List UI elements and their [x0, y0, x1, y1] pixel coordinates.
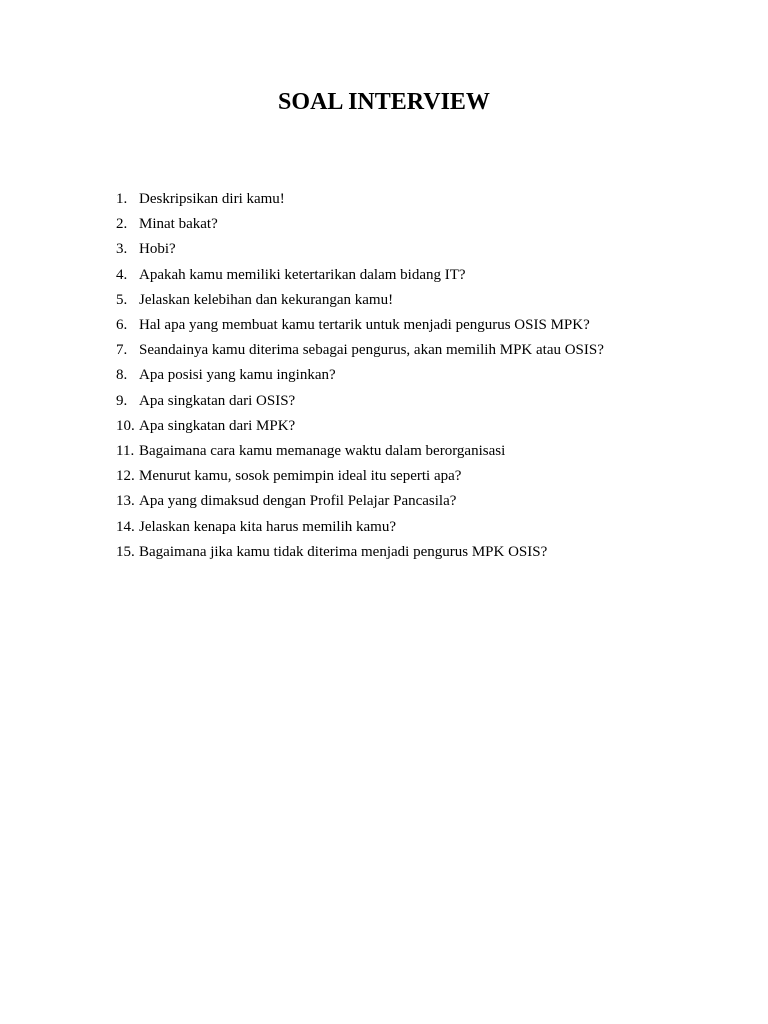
question-text: Apa posisi yang kamu inginkan? — [139, 367, 336, 384]
question-text: Jelaskan kelebihan dan kekurangan kamu! — [139, 291, 394, 308]
question-number: 8. — [116, 367, 128, 384]
question-number: 1. — [116, 191, 128, 207]
question-item — [116, 515, 604, 540]
question-item — [116, 414, 604, 439]
question-text: Minat bakat? — [139, 216, 218, 233]
question-text: Seandainya kamu diterima sebagai pengurus, akan memilih MPK atau OSIS? — [139, 342, 604, 359]
question-text: Jelaskan kenapa kita harus memilih kamu? — [139, 518, 396, 535]
question-item — [116, 439, 604, 464]
question-item — [116, 389, 604, 414]
question-number: 4. — [116, 266, 128, 283]
document-title: SOAL INTERVIEW — [278, 89, 490, 115]
question-number: 12. — [116, 468, 135, 485]
question-number: 7. — [116, 342, 128, 359]
question-text: Deskripsikan diri kamu! — [139, 191, 285, 207]
question-text: Apa singkatan dari MPK? — [139, 417, 296, 434]
question-number: 10. — [116, 417, 135, 434]
question-item — [116, 237, 604, 262]
question-item — [116, 464, 604, 489]
question-text: Apa singkatan dari OSIS? — [139, 392, 296, 409]
question-item — [116, 540, 604, 565]
question-number: 3. — [116, 241, 128, 258]
question-text: Hal apa yang membuat kamu tertarik untuk menjadi pengurus OSIS MPK? — [139, 317, 590, 334]
question-item — [116, 288, 604, 313]
question-number: 15. — [116, 543, 135, 560]
question-text: Hobi? — [139, 241, 176, 258]
question-number: 2. — [116, 216, 128, 233]
question-text: Bagaimana cara kamu memanage waktu dalam berorganisasi — [139, 443, 506, 460]
question-number: 11. — [116, 443, 135, 460]
question-number: 6. — [116, 317, 128, 334]
question-text: Apa yang dimaksud dengan Profil Pelajar Pancasila? — [139, 493, 457, 510]
question-number: 5. — [116, 291, 128, 308]
question-number: 13. — [116, 493, 135, 510]
question-text: Apakah kamu memiliki ketertarikan dalam bidang IT? — [139, 266, 466, 283]
question-item — [116, 363, 604, 388]
question-text: Menurut kamu, sosok pemimpin ideal itu seperti apa? — [139, 468, 462, 485]
question-item — [116, 263, 604, 288]
question-item — [116, 338, 604, 363]
question-number: 9. — [116, 392, 128, 409]
question-text: Bagaimana jika kamu tidak diterima menjadi pengurus MPK OSIS? — [139, 543, 548, 560]
question-item — [116, 489, 604, 514]
question-number: 14. — [116, 518, 135, 535]
question-list — [116, 187, 604, 565]
question-item — [116, 187, 604, 212]
question-item — [116, 313, 604, 338]
question-item — [116, 212, 604, 237]
